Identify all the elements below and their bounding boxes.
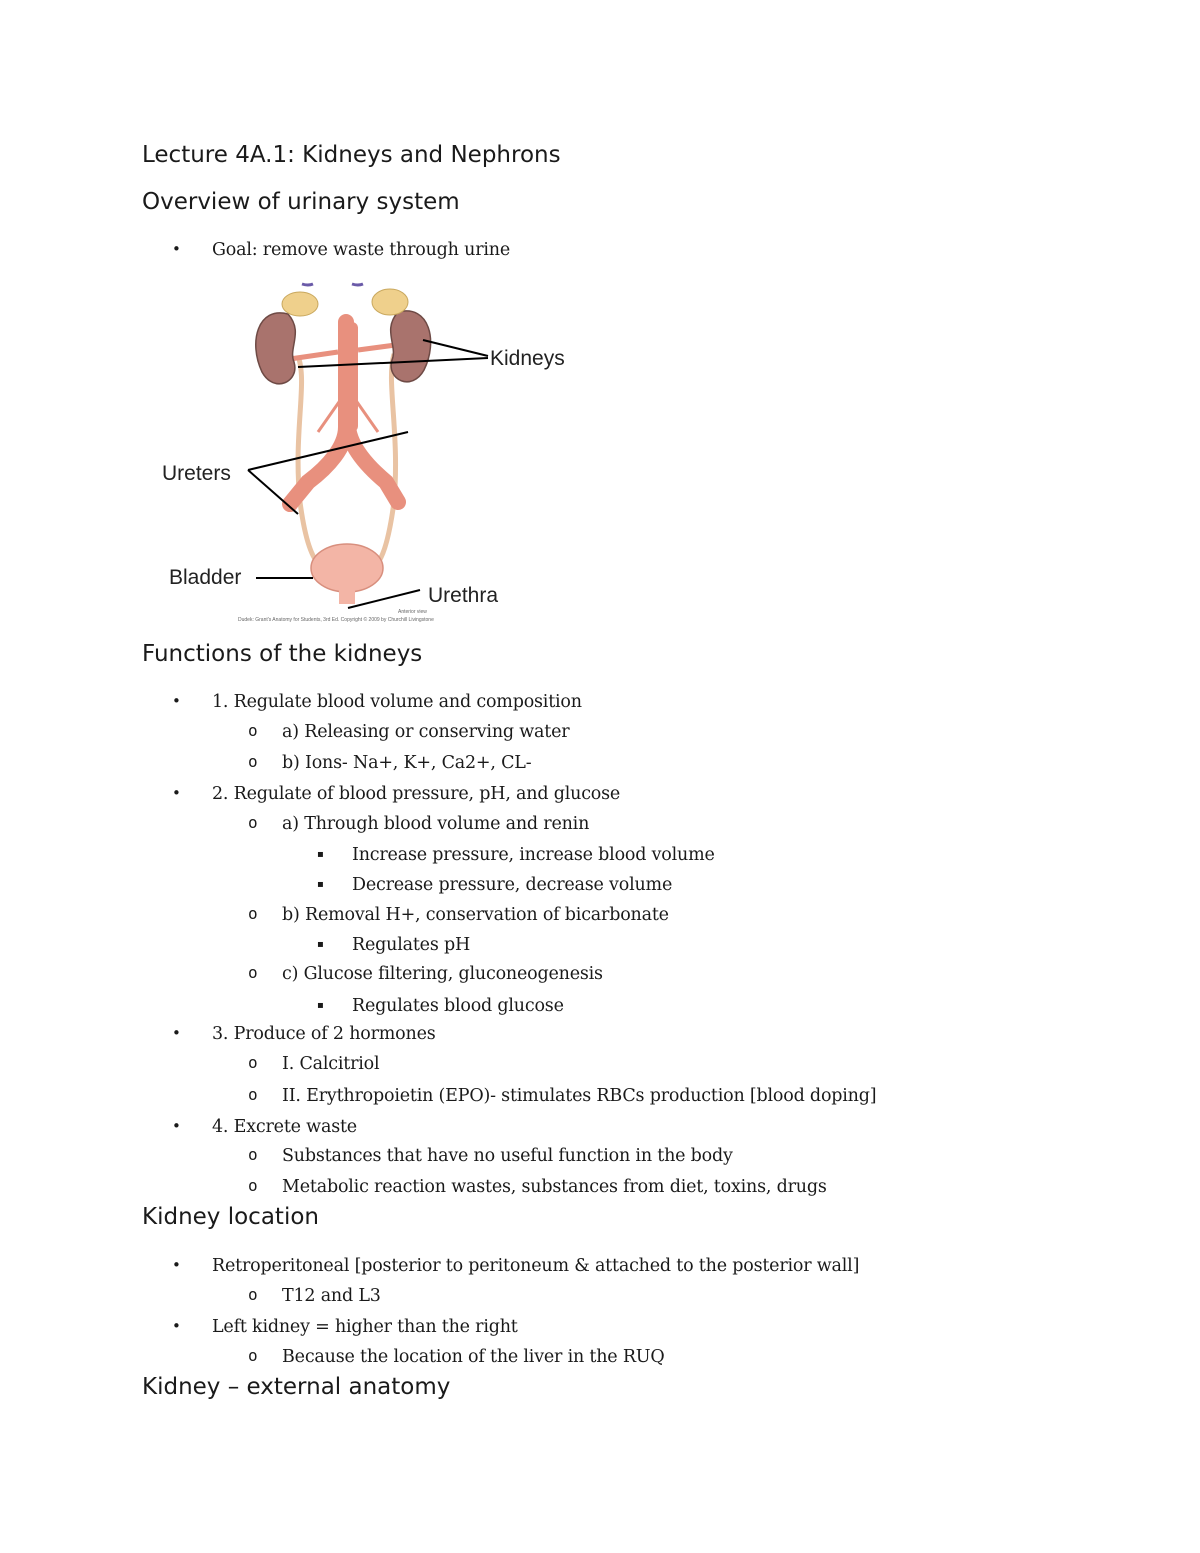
left-kidney: [256, 313, 296, 384]
right-adrenal: [372, 289, 408, 315]
list-item: a) Through blood volume and renin: [282, 814, 590, 834]
bullet-icon: o: [248, 1285, 258, 1304]
list-item: Increase pressure, increase blood volume: [352, 845, 715, 865]
bullet-icon: o: [248, 1085, 258, 1104]
page-title: Lecture 4A.1: Kidneys and Nephrons: [142, 142, 561, 168]
bullet-icon: o: [248, 1346, 258, 1365]
bullet-icon: •: [172, 1317, 181, 1335]
list-item: Regulates blood glucose: [352, 996, 564, 1016]
bullet-icon: ▪: [317, 879, 324, 890]
left-ureter: [298, 356, 320, 565]
list-item: 2. Regulate of blood pressure, pH, and glucose: [212, 784, 621, 804]
list-item: b) Ions- Na+, K+, Ca2+, CL-: [282, 753, 532, 773]
list-item: Because the location of the liver in the RUQ: [282, 1347, 665, 1367]
list-item: T12 and L3: [282, 1286, 381, 1306]
bullet-icon: •: [172, 1256, 181, 1274]
bladder: [311, 544, 383, 592]
list-item: II. Erythropoietin (EPO)- stimulates RBCs production [blood doping]: [282, 1086, 877, 1106]
list-item: Substances that have no useful function in the body: [282, 1146, 733, 1166]
aorta: [340, 322, 358, 432]
figure-view: Anterior view: [398, 609, 427, 615]
list-item: 3. Produce of 2 hormones: [212, 1024, 436, 1044]
bullet-icon: •: [172, 692, 181, 710]
list-item: I. Calcitriol: [282, 1054, 380, 1074]
heading-location: Kidney location: [142, 1204, 319, 1230]
list-item: 4. Excrete waste: [212, 1117, 357, 1137]
bullet-icon: o: [248, 813, 258, 832]
bullet-icon: o: [248, 1176, 258, 1195]
bullet-icon: •: [172, 240, 181, 258]
left-adrenal: [282, 292, 318, 316]
bullet-icon: •: [172, 1117, 181, 1135]
top-mark-icon: [302, 284, 313, 285]
bullet-icon: ▪: [317, 849, 324, 860]
label-ureters: Ureters: [162, 462, 231, 485]
figure-credit: Dudek: Grant's Anatomy for Students, 3rd Ed. Copyright © 2009 by Churchill Livingstone: [238, 617, 434, 623]
list-item: Retroperitoneal [posterior to peritoneum & attached to the posterior wall]: [212, 1256, 860, 1276]
list-item: 1. Regulate blood volume and composition: [212, 692, 582, 712]
right-iliac: [348, 427, 398, 502]
heading-overview: Overview of urinary system: [142, 189, 460, 215]
list-item: c) Glucose filtering, gluconeogenesis: [282, 964, 603, 984]
label-urethra: Urethra: [428, 584, 499, 607]
label-bladder: Bladder: [169, 566, 242, 589]
right-kidney: [391, 311, 431, 382]
urinary-system-figure: [158, 272, 578, 624]
bullet-icon: o: [248, 963, 258, 982]
right-ureter: [376, 354, 396, 565]
top-mark-icon: [352, 284, 363, 285]
list-item: b) Removal H+, conservation of bicarbonate: [282, 905, 669, 925]
label-kidneys: Kidneys: [490, 347, 565, 370]
bullet-icon: o: [248, 904, 258, 923]
bullet-icon: o: [248, 721, 258, 740]
list-item: Left kidney = higher than the right: [212, 1317, 518, 1337]
list-item: Decrease pressure, decrease volume: [352, 875, 673, 895]
bullet-icon: ▪: [317, 939, 324, 950]
bullet-icon: o: [248, 752, 258, 771]
bullet-icon: o: [248, 1145, 258, 1164]
heading-functions: Functions of the kidneys: [142, 641, 423, 667]
list-item: a) Releasing or conserving water: [282, 722, 570, 742]
bullet-icon: •: [172, 1024, 181, 1042]
bullet-icon: •: [172, 784, 181, 802]
urethra: [339, 589, 355, 604]
list-item: Metabolic reaction wastes, substances from diet, toxins, drugs: [282, 1177, 827, 1197]
bullet-icon: o: [248, 1053, 258, 1072]
list-item-goal: Goal: remove waste through urine: [212, 240, 510, 260]
list-item: Regulates pH: [352, 935, 471, 955]
heading-external-anatomy: Kidney – external anatomy: [142, 1374, 451, 1400]
bullet-icon: ▪: [317, 1000, 324, 1011]
